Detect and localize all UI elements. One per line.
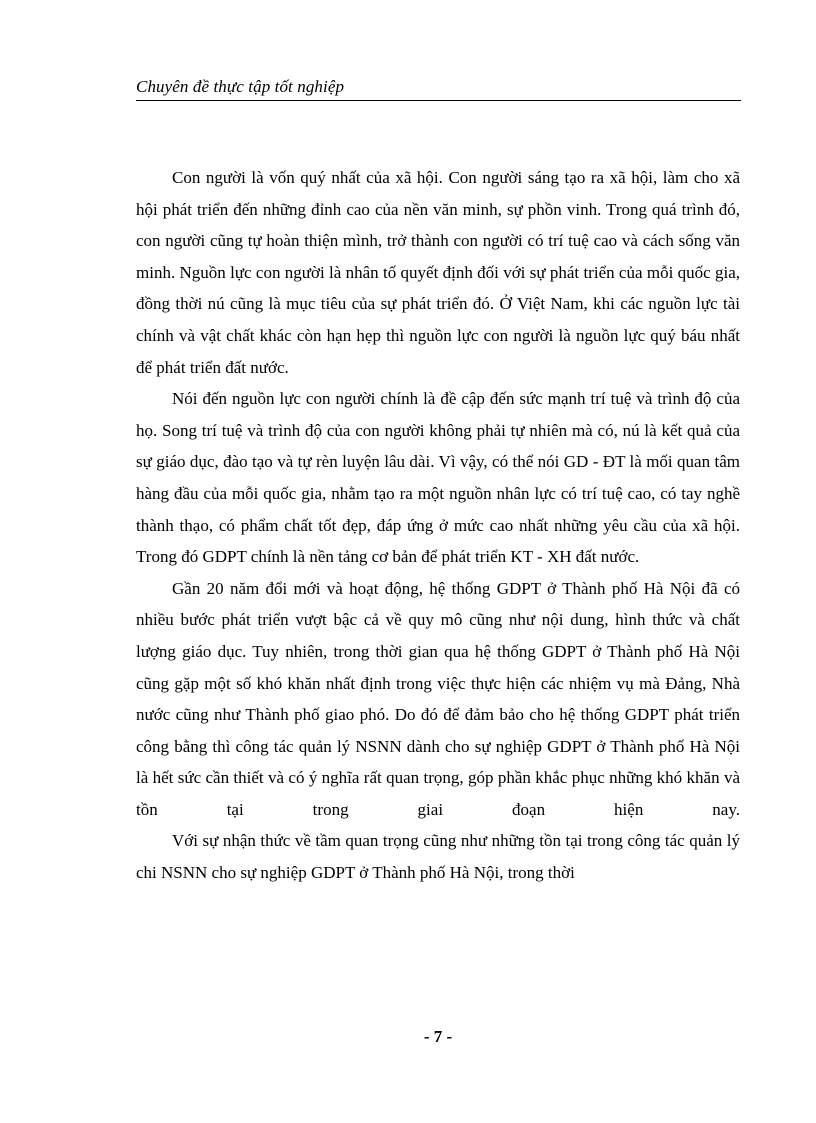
page-header xyxy=(136,76,741,101)
paragraph-3: Gần 20 năm đổi mới và hoạt động, hệ thống GDPT ở Thành phố Hà Nội đã có nhiều bước phát triển vượt bậc cả về quy mô cũng như nội dung, hình thức và chất lượng giáo dục. Tuy nhiên, trong thời gian qua hệ thống GDPT ở Thành phố Hà Nội cũng gặp một số khó khăn nhất định trong việc thực hiện các nhiệm vụ mà Đảng, Nhà nước cũng như Thành phố giao phó. Do đó để đảm bảo cho hệ thống GDPT phát triển công bằng thì công tác quản lý NSNN dành cho sự nghiệp GDPT ở Thành phố Hà Nội là hết sức cần thiết và có ý nghĩa rất quan trọng, góp phần khắc phục những khó khăn và tồn tại trong giai đoạn hiện nay. xyxy=(136,578,740,819)
paragraph-1: Con người là vốn quý nhất của xã hội. Con người sáng tạo ra xã hội, làm cho xã hội phát triển đến những đỉnh cao của nền văn minh, sự phồn vinh. Trong quá trình đó, con người cũng tự hoàn thiện mình, trở thành con người có trí tuệ cao và cách sống văn minh. Nguồn lực con người là nhân tố quyết định đối với sự phát triển của mỗi quốc gia, đồng thời nú cũng là mục tiêu của sự phát triển đó. Ở Việt Nam, khi các nguồn lực tài chính và vật chất khác còn hạn hẹp thì nguồn lực con người là nguồn lực quý báu nhất để phát triển đất nước. xyxy=(136,168,740,377)
paragraph-2: Nói đến nguồn lực con người chính là đề cập đến sức mạnh trí tuệ và trình độ của họ. Song trí tuệ và trình độ của con người không phải tự nhiên mà có, nú là kết quả của sự giáo dục, đào tạo và tự rèn luyện lâu dài. Vì vậy, có thể nói GD - ĐT là mối quan tâm hàng đầu của mỗi quốc gia, nhằm tạo ra một nguồn nhân lực có trí tuệ cao, có tay nghề thành thạo, có phẩm chất tốt đẹp, đáp ứng ở mức cao nhất những yêu cầu của xã hội. Trong đó GDPT chính là nền tảng cơ bản để phát triển KT - XH đất nước. xyxy=(136,389,740,567)
paragraph-4: Với sự nhận thức về tầm quan trọng cũng như những tồn tại trong công tác quản lý chi NSNN cho sự nghiệp GDPT ở Thành phố Hà Nội, trong thời xyxy=(136,831,740,883)
page-number: - 7 - xyxy=(423,1027,453,1046)
header-title: Chuyên đề thực tập tốt nghiệp xyxy=(136,77,345,96)
document-body xyxy=(136,162,740,889)
